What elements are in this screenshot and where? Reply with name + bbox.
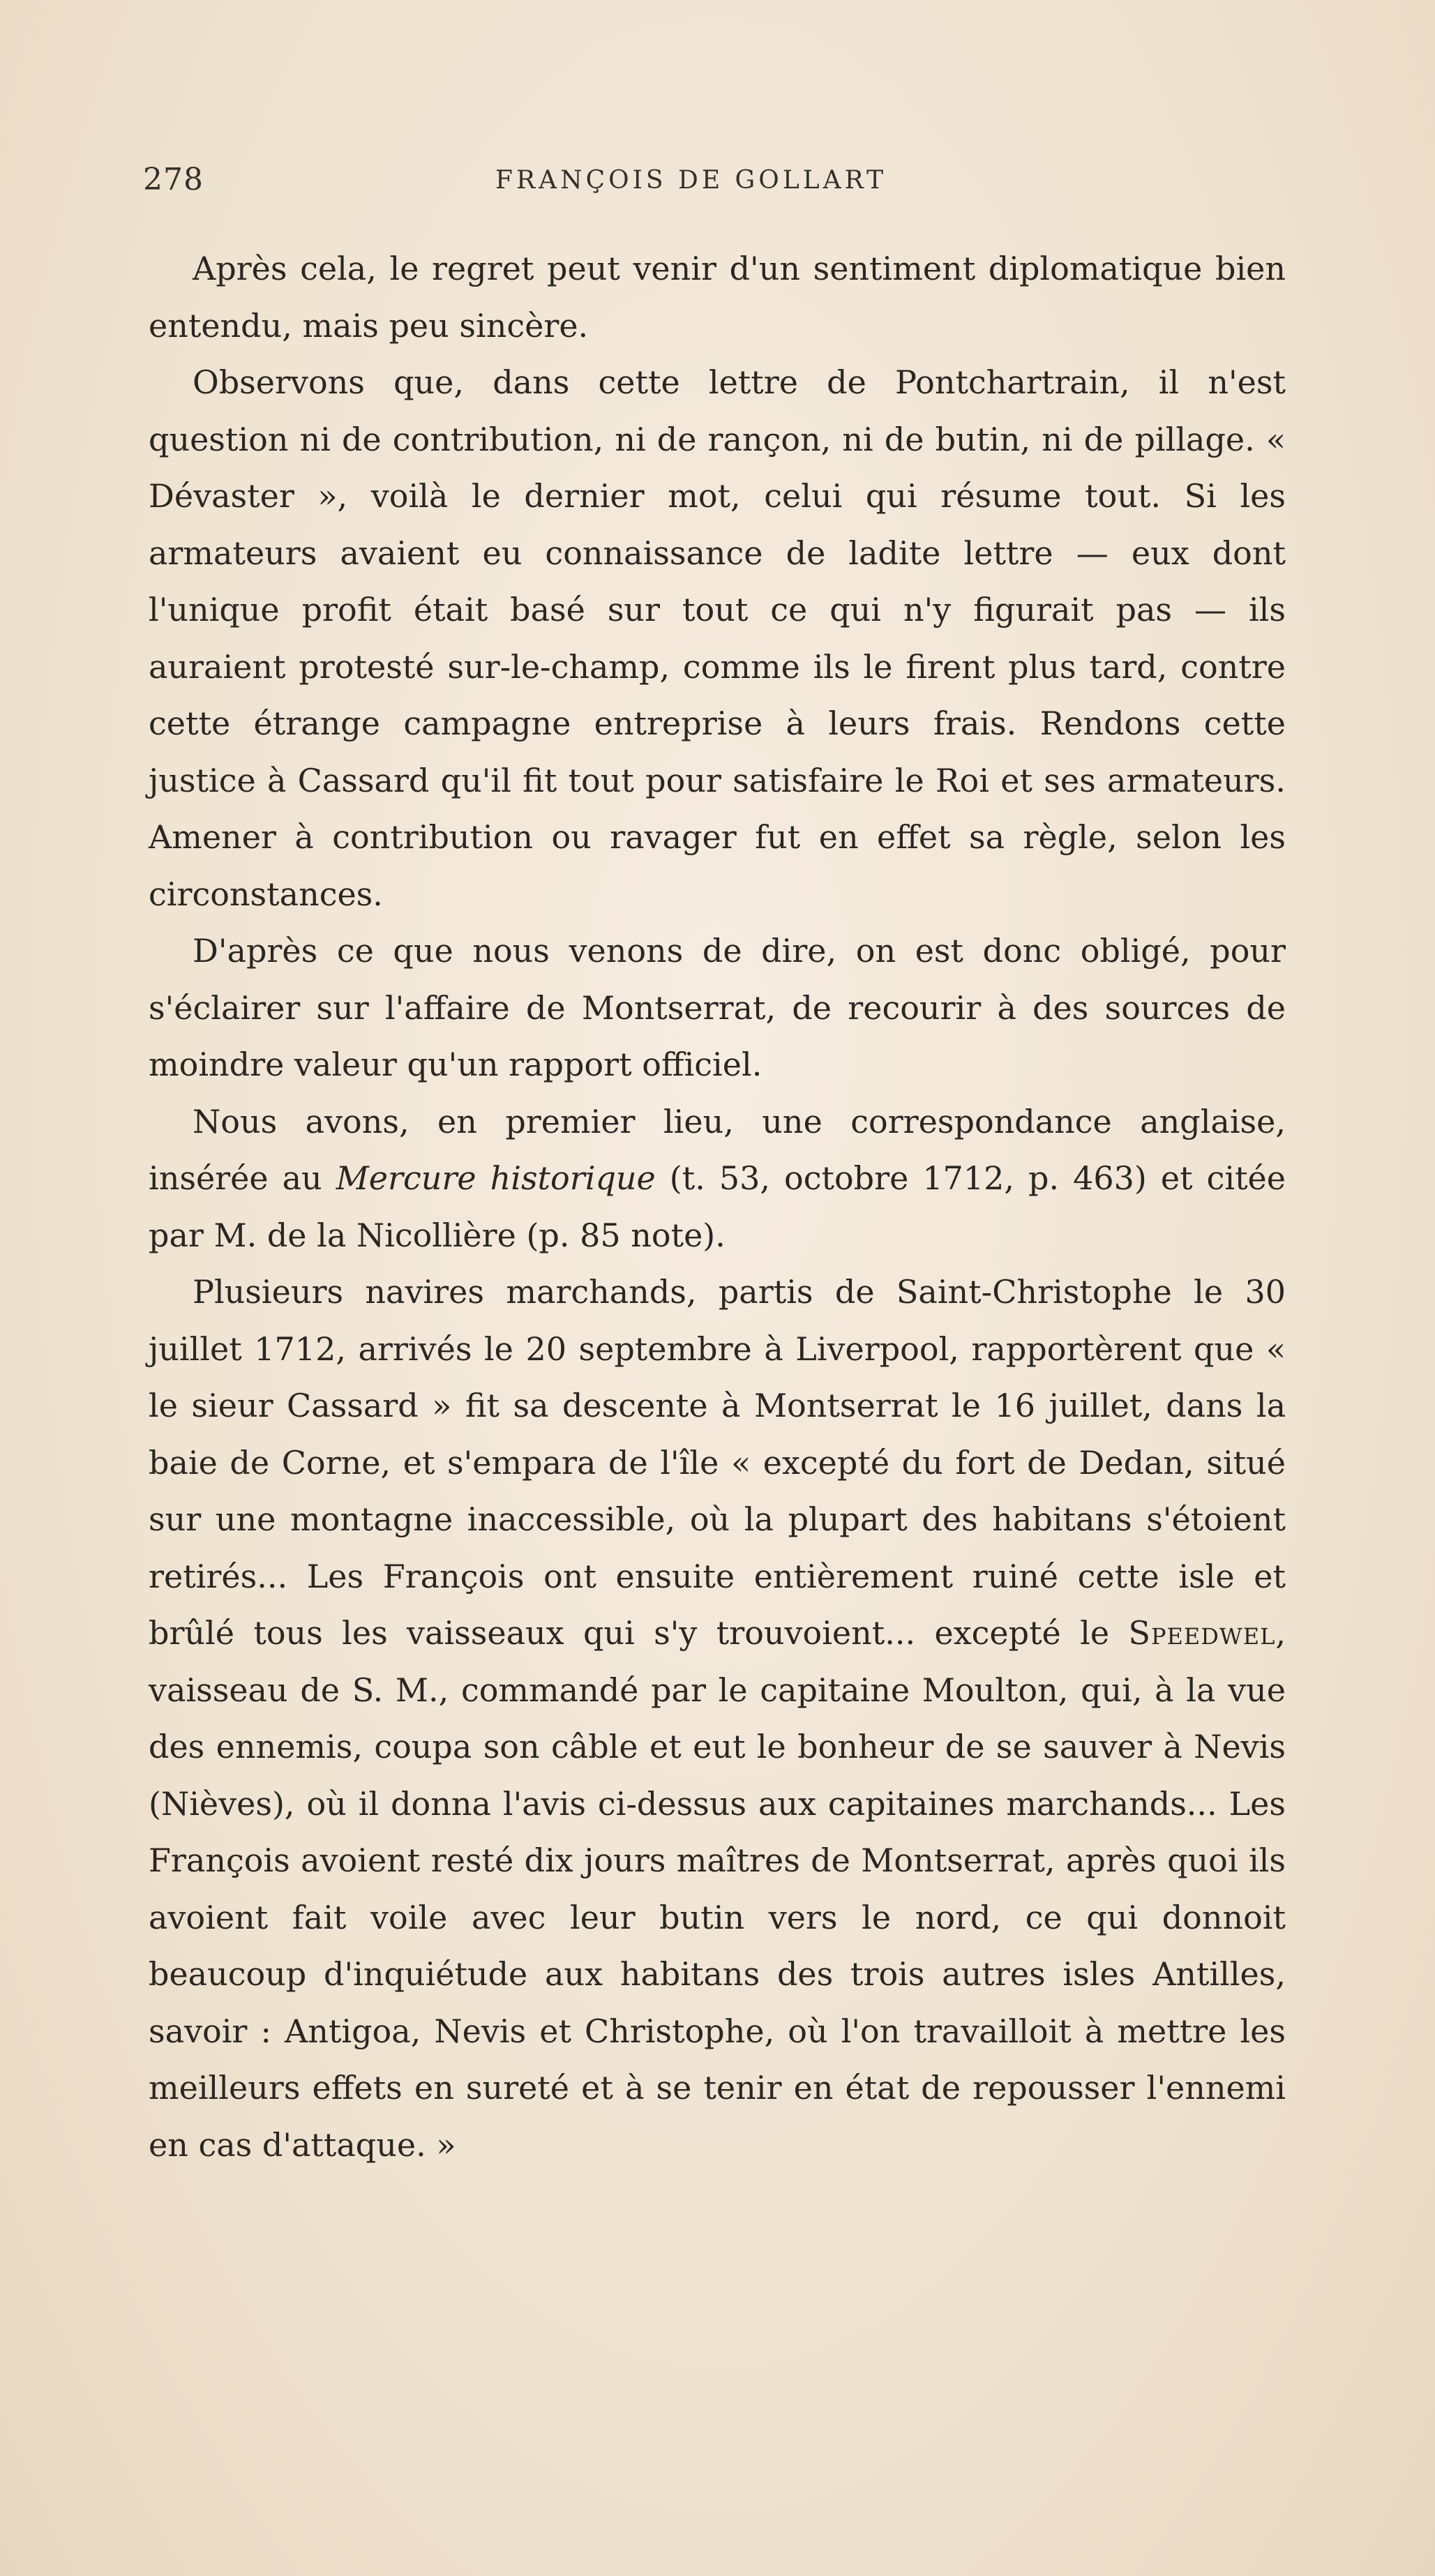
paragraph-4-text-b: (t. 53, octobre 1712, p. 463) et citée par M. de la Nicollière (p. 85 note).	[149, 1159, 1286, 1254]
paragraph-1: Après cela, le regret peut venir d'un sentiment diplomatique bien entendu, mais peu sincère.	[149, 250, 1286, 345]
paragraph-5-text-a: Plusieurs navires marchands, partis de Saint-Christophe le 30 juillet 1712, arrivés le 20 septembre à Liverpool, rapportèrent que « le sieur Cassard » fit sa descente à Montserrat le 16 juillet, dans la baie de Corne, et s'empara de l'île « excepté du fort de Dedan, situé sur une montagne inaccessible, où la plupart des habitans s'étoient retirés... Les François ont ensuite entièrement ruiné cette isle et brûlé tous les vaisseaux qui s'y trouvoient... excepté le	[149, 1273, 1286, 1652]
page-header	[143, 162, 1273, 211]
running-head: FRANÇOIS DE GOLLART	[495, 166, 887, 195]
mercure-historique-title: Mercure historique	[336, 1159, 656, 1197]
paragraph-2: Observons que, dans cette lettre de Pontchartrain, il n'est question ni de contribution, ni de rançon, ni de butin, ni de pillage. « Dévaster », voilà le dernier mot, celui qui résume tout. Si les armateurs avaient eu connaissance de ladite lettre — eux dont l'unique profit était basé sur tout ce qui n'y figurait pas — ils auraient protesté sur-le-champ, comme ils le firent plus tard, contre cette étrange campagne entreprise à leurs frais. Rendons cette justice à Cassard qu'il fit tout pour satisfaire le Roi et ses armateurs. Amener à contribution ou ravager fut en effet sa règle, selon les circonstances.	[149, 363, 1286, 913]
page-number: 278	[143, 162, 204, 197]
paragraph-5-text-b: , vaisseau de S. M., commandé par le capitaine Moulton, qui, à la vue des ennemis, coupa son câble et eut le bonheur de se sauver à Nevis (Nièves), où il donna l'avis ci-dessus aux capitaines marchands... Les François avoient resté dix jours maîtres de Montserrat, après quoi ils avoient fait voile avec leur butin vers le nord, ce qui donnoit beaucoup d'inquiétude aux habitans des trois autres isles Antilles, savoir : Antigoa, Nevis et Christophe, où l'on travailloit à mettre les meilleurs effets en sureté et à se tenir en état de repousser l'ennemi en cas d'attaque. »	[149, 1614, 1286, 2164]
paragraph-4-text-a: Nous avons, en premier lieu, une correspondance anglaise, insérée au	[149, 1102, 1286, 1197]
paragraph-4	[149, 1094, 1286, 1265]
ship-name-speedwel: Speedwel	[1128, 1614, 1276, 1652]
paragraph-5	[149, 1264, 1286, 2174]
body-text	[149, 241, 1286, 2174]
paragraph-3: D'après ce que nous venons de dire, on est donc obligé, pour s'éclairer sur l'affaire de Montserrat, de recourir à des sources de moindre valeur qu'un rapport officiel.	[149, 932, 1286, 1083]
